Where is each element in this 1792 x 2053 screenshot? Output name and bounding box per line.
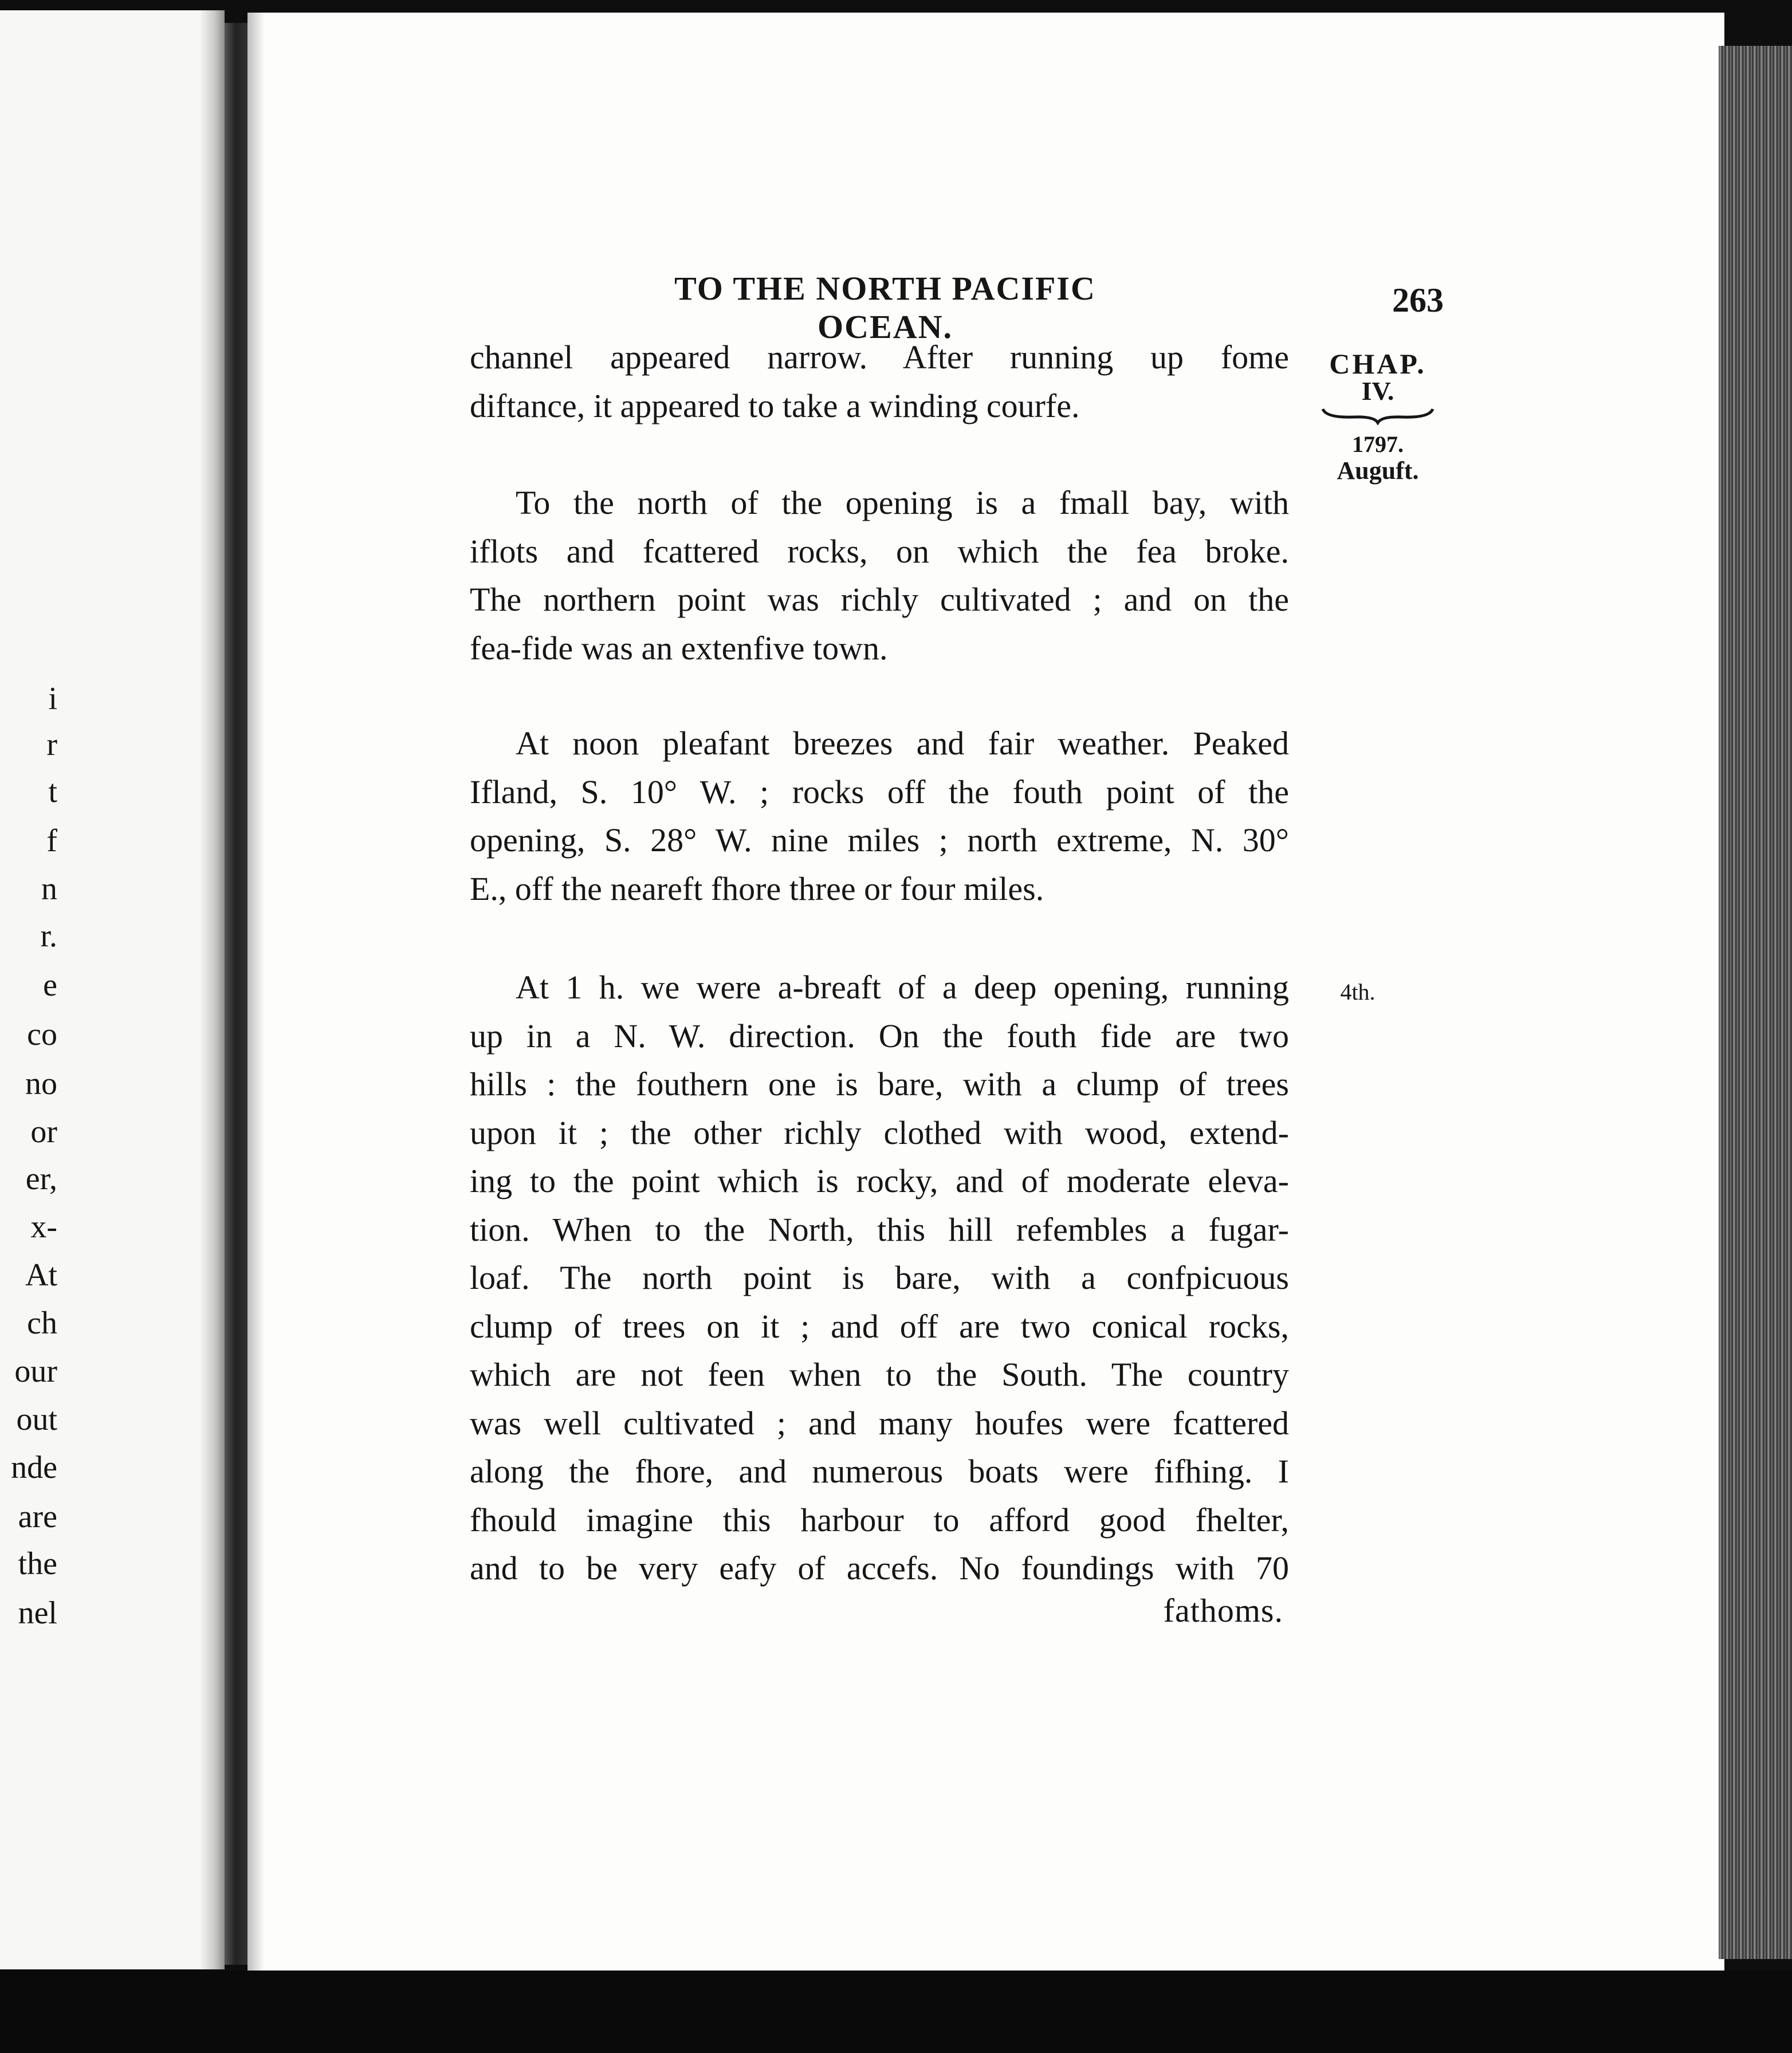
left-fragment: our	[14, 1354, 57, 1389]
text-line: E., off the neareft fhore three or four miles.	[470, 870, 1044, 907]
left-fragment: or	[30, 1114, 57, 1150]
text-line: Ifland, S. 10° W. ; rocks off the fouth point of the	[470, 773, 1289, 811]
text-line: At noon pleafant breezes and fair weather. Peaked	[516, 725, 1289, 762]
text-line: opening, S. 28° W. nine miles ; north extreme, N. 30°	[470, 821, 1289, 859]
text-line: along the fhore, and numerous boats were fifhing. I	[470, 1453, 1289, 1490]
catchword: fathoms.	[1163, 1592, 1283, 1629]
text-line: fea-fide was an extenfive town.	[470, 629, 888, 667]
text-line: upon it ; the other richly clothed with wood, extend-	[470, 1114, 1289, 1151]
left-fragment: e	[43, 967, 57, 1003]
text-line: clump of trees on it ; and off are two conical rocks,	[470, 1307, 1289, 1345]
text-line: To the north of the opening is a fmall bay, with	[516, 484, 1289, 521]
text-line: ing to the point which is rocky, and of moderate eleva-	[470, 1162, 1289, 1199]
left-fragment: At	[25, 1257, 57, 1293]
text-line: was well cultivated ; and many houfes were fcattered	[470, 1404, 1289, 1442]
left-fragment: the	[18, 1546, 57, 1582]
margin-year: 1797.	[1352, 431, 1404, 457]
running-head: TO THE NORTH PACIFIC OCEAN.	[674, 270, 1096, 345]
text-line: iflots and fcattered rocks, on which the fea broke.	[470, 532, 1289, 570]
paragraph-1	[470, 333, 1289, 430]
left-fragment: er,	[25, 1161, 57, 1197]
text-line: The northern point was richly cultivated ; and on the	[470, 581, 1289, 618]
paragraph-2	[470, 479, 1289, 672]
text-line: At 1 h. we were a-breaft of a deep opening, running	[516, 969, 1289, 1006]
left-fragment: r.	[40, 918, 57, 954]
left-fragment: nel	[18, 1595, 57, 1631]
scan-background	[0, 1971, 1792, 2053]
left-fragment: are	[18, 1499, 57, 1535]
text-line: loaf. The north point is bare, with a confpicuous	[470, 1259, 1289, 1296]
text-line: channel appeared narrow. After running up fome	[470, 339, 1289, 376]
left-fragment: co	[27, 1017, 57, 1052]
margin-chapter-label: CHAP.	[1329, 348, 1426, 380]
text-line: diftance, it appeared to take a winding courfe.	[470, 387, 1080, 424]
left-fragment: t	[48, 774, 57, 809]
brace-ornament	[1321, 406, 1435, 425]
paragraph-3	[470, 719, 1289, 913]
text-line: fhould imagine this harbour to afford good fhelter,	[470, 1501, 1289, 1539]
left-fragment: x-	[30, 1209, 57, 1245]
left-fragment: f	[46, 823, 57, 859]
left-fragment: r	[46, 727, 57, 762]
margin-date-note: 4th.	[1340, 979, 1376, 1005]
left-fragment: n	[41, 871, 57, 907]
paragraph-4	[470, 963, 1289, 1593]
margin-month: Auguft.	[1337, 457, 1419, 485]
page-gutter-shadow	[247, 13, 265, 1971]
left-fragment: out	[16, 1402, 57, 1437]
page-fore-edge	[1719, 46, 1792, 1959]
text-line: hills : the fouthern one is bare, with a clump of trees	[470, 1065, 1289, 1103]
previous-page-gutter	[201, 10, 225, 1969]
text-line: and to be very eafy of accefs. No foundings with 70	[470, 1549, 1289, 1587]
left-fragment: ch	[27, 1305, 57, 1341]
text-line: tion. When to the North, this hill refembles a fugar-	[470, 1210, 1289, 1248]
text-line: up in a N. W. direction. On the fouth fide are two	[470, 1017, 1289, 1055]
margin-chapter-number: IV.	[1361, 376, 1394, 406]
page-number: 263	[1392, 281, 1444, 319]
text-line: which are not feen when to the South. The country	[470, 1356, 1289, 1393]
left-fragment: i	[48, 681, 57, 717]
left-fragment: nde	[11, 1450, 57, 1485]
left-fragment: no	[25, 1066, 57, 1102]
previous-page	[0, 10, 225, 1969]
